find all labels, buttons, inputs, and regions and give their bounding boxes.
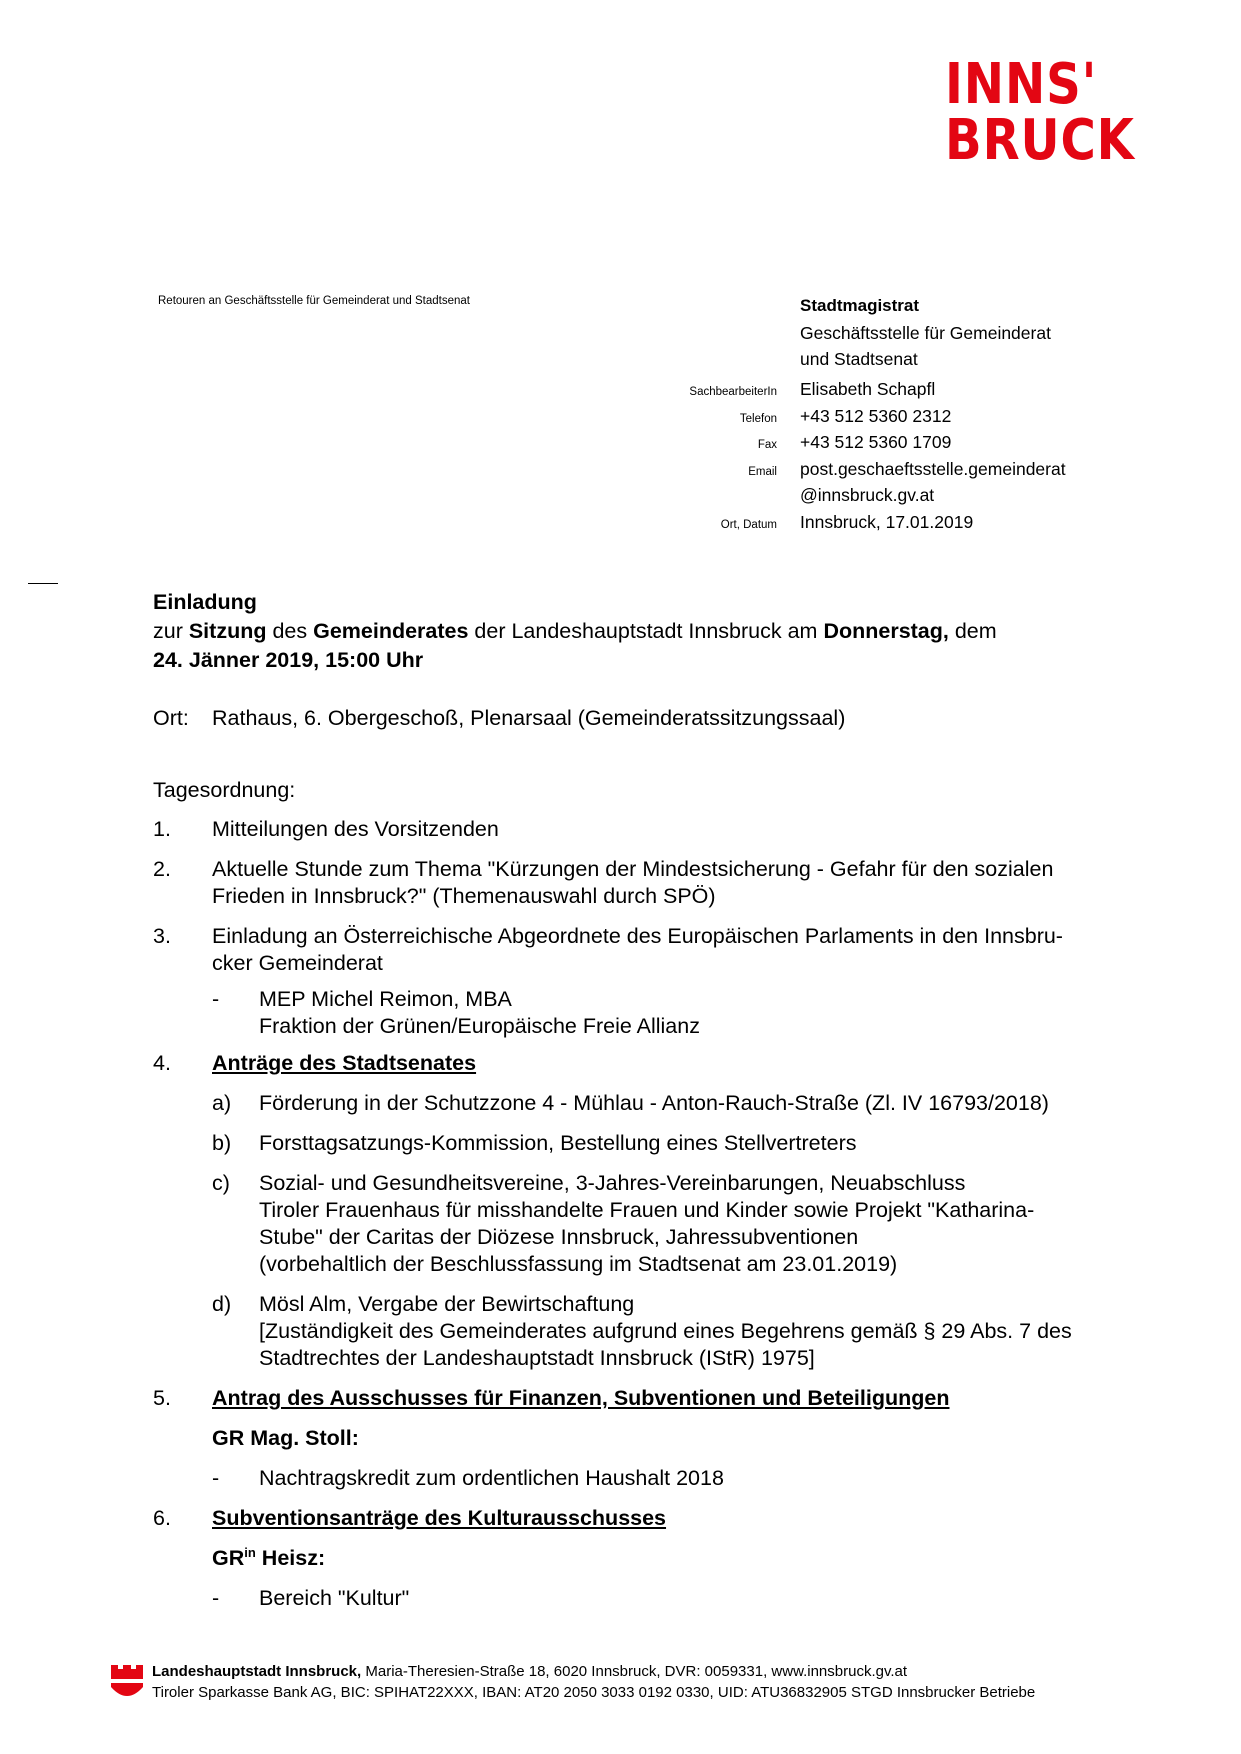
- footer-address: Maria-Theresien-Straße 18, 6020 Innsbruck, DVR: 0059331, www.innsbruck.gv.at: [361, 1663, 908, 1680]
- email-value-2[interactable]: @innsbruck.gv.at: [800, 485, 935, 505]
- h-text-a: zur: [153, 619, 189, 643]
- h-text-c: des: [266, 619, 314, 643]
- sub-mark: b): [212, 1131, 232, 1155]
- sub-text: Mösl Alm, Vergabe der Bewirtschaftung: [259, 1292, 635, 1316]
- speaker-prefix: GR: [212, 1546, 245, 1570]
- fax-label: Fax: [757, 439, 777, 451]
- agenda-item-3: [153, 923, 1153, 1040]
- location-label: Ort:: [153, 706, 189, 730]
- invitation-heading: [153, 588, 997, 675]
- returns-note: Retouren an Geschäftsstelle für Gemeinderat und Stadtsenat: [158, 295, 470, 307]
- h-text-f: Donnerstag,: [823, 619, 949, 643]
- h-text-b: Sitzung: [188, 619, 267, 643]
- footer-name: Landeshauptstadt Innsbruck,: [152, 1663, 362, 1680]
- list-dash: -: [212, 1466, 220, 1490]
- agenda-list: [153, 816, 1153, 1625]
- sender-dept-2: und Stadtsenat: [800, 349, 918, 369]
- phone-label: Telefon: [739, 412, 777, 425]
- agenda-num: 5.: [153, 1386, 171, 1410]
- sender-block: [678, 296, 1218, 538]
- sub-text: Stadtrechtes der Landeshauptstadt Innsbruck (IStR) 1975]: [259, 1346, 815, 1370]
- sender-org: Stadtmagistrat: [800, 296, 920, 315]
- list-dash: -: [212, 1586, 220, 1610]
- h-text-e: der Landeshauptstadt Innsbruck am: [468, 619, 824, 643]
- h-text-d: Gemeinderates: [313, 619, 469, 643]
- innsbruck-logo: [945, 52, 1190, 177]
- sub-mark: c): [212, 1171, 230, 1195]
- speaker-name: Heisz:: [255, 1546, 326, 1570]
- agenda-item-5: [153, 1385, 1153, 1492]
- guest-name: MEP Michel Reimon, MBA: [259, 987, 512, 1011]
- agenda-item-4: [153, 1050, 1153, 1372]
- footer-bank: Tiroler Sparkasse Bank AG, BIC: SPIHAT22XXX, IBAN: AT20 2050 3033 0192 0330, UID: ATU36832905 STGD Innsbrucker Betriebe: [152, 1684, 1036, 1701]
- sub-text: [Zuständigkeit des Gemeinderates aufgrund eines Begehrens gemäß § 29 Abs. 7 des: [259, 1319, 1072, 1343]
- sender-dept-1: Geschäftsstelle für Gemeinderat: [800, 322, 1051, 343]
- agenda-num: 3.: [153, 924, 171, 948]
- date-label: Ort, Datum: [720, 518, 777, 531]
- meeting-datetime: 24. Jänner 2019, 15:00 Uhr: [153, 648, 424, 672]
- logo-line-2: BRUCK: [945, 108, 1135, 173]
- agenda-text: Aktuelle Stunde zum Thema "Kürzungen der Mindestsicherung - Gefahr für den sozialen: [212, 857, 1054, 881]
- agenda-text: Frieden in Innsbruck?" (Themenauswahl durch SPÖ): [212, 884, 716, 908]
- date-value: Innsbruck, 17.01.2019: [800, 511, 974, 532]
- sub-text: Bereich "Kultur": [259, 1586, 410, 1610]
- location-value: Rathaus, 6. Obergeschoß, Plenarsaal (Gemeinderatssitzungssaal): [212, 706, 846, 730]
- speaker: [212, 1545, 1153, 1572]
- agenda-num: 2.: [153, 857, 171, 881]
- contact-label: SachbearbeiterIn: [689, 386, 777, 398]
- section-title: Anträge des Stadtsenates: [212, 1051, 477, 1075]
- contact-value: Elisabeth Schapfl: [800, 379, 936, 399]
- agenda-num: 4.: [153, 1051, 171, 1075]
- agenda-item-6: [153, 1505, 1153, 1612]
- speaker-sup: in: [244, 1544, 256, 1560]
- sub-text: Förderung in der Schutzzone 4 - Mühlau - Anton-Rauch-Straße (Zl. IV 16793/2018): [259, 1091, 1049, 1115]
- agenda-num: 1.: [153, 817, 171, 841]
- sub-mark: d): [212, 1292, 232, 1316]
- phone-value: +43 512 5360 2312: [800, 405, 952, 426]
- speaker: GR Mag. Stoll:: [212, 1426, 359, 1450]
- sub-text: Forsttagsatzungs-Kommission, Bestellung eines Stellvertreters: [259, 1131, 857, 1155]
- fax-value: +43 512 5360 1709: [800, 432, 952, 452]
- email-value-1[interactable]: post.geschaeftsstelle.gemeinderat: [800, 458, 1066, 479]
- invitation-line: [153, 617, 997, 646]
- invitation-title: Einladung: [153, 590, 257, 614]
- section-title: Subventionsanträge des Kulturausschusses: [212, 1506, 667, 1530]
- agenda-num: 6.: [153, 1506, 171, 1530]
- agenda-text: cker Gemeinderat: [212, 951, 383, 975]
- location-line: [153, 706, 845, 731]
- agenda-item-2: [153, 856, 1153, 910]
- guest-faction: Fraktion der Grünen/Europäische Freie Allianz: [259, 1014, 700, 1038]
- sub-text: Sozial- und Gesundheitsvereine, 3-Jahres-Vereinbarungen, Neuabschluss: [259, 1171, 966, 1195]
- sub-text: Stube" der Caritas der Diözese Innsbruck, Jahressubventionen: [259, 1225, 859, 1249]
- section-title: Antrag des Ausschusses für Finanzen, Subventionen und Beteiligungen: [212, 1386, 950, 1410]
- list-dash: -: [212, 987, 220, 1011]
- sub-text: Nachtragskredit zum ordentlichen Haushalt 2018: [259, 1466, 724, 1490]
- sub-mark: a): [212, 1091, 232, 1115]
- sub-text: (vorbehaltlich der Beschlussfassung im Stadtsenat am 23.01.2019): [259, 1252, 898, 1276]
- agenda-title: Tagesordnung:: [153, 778, 296, 802]
- agenda-item-1: [153, 816, 1153, 843]
- email-label: Email: [748, 465, 777, 478]
- fold-mark: [28, 583, 58, 584]
- agenda-text: Einladung an Österreichische Abgeordnete des Europäischen Parlaments in den Innsbru-: [212, 924, 1063, 948]
- h-text-g: dem: [948, 619, 997, 643]
- logo-line-1: INNS': [945, 52, 1098, 117]
- city-crest-icon: [110, 1661, 144, 1701]
- sub-text: Tiroler Frauenhaus für misshandelte Frauen und Kinder sowie Projekt "Katharina-: [259, 1198, 1035, 1222]
- agenda-text: Mitteilungen des Vorsitzenden: [212, 817, 499, 841]
